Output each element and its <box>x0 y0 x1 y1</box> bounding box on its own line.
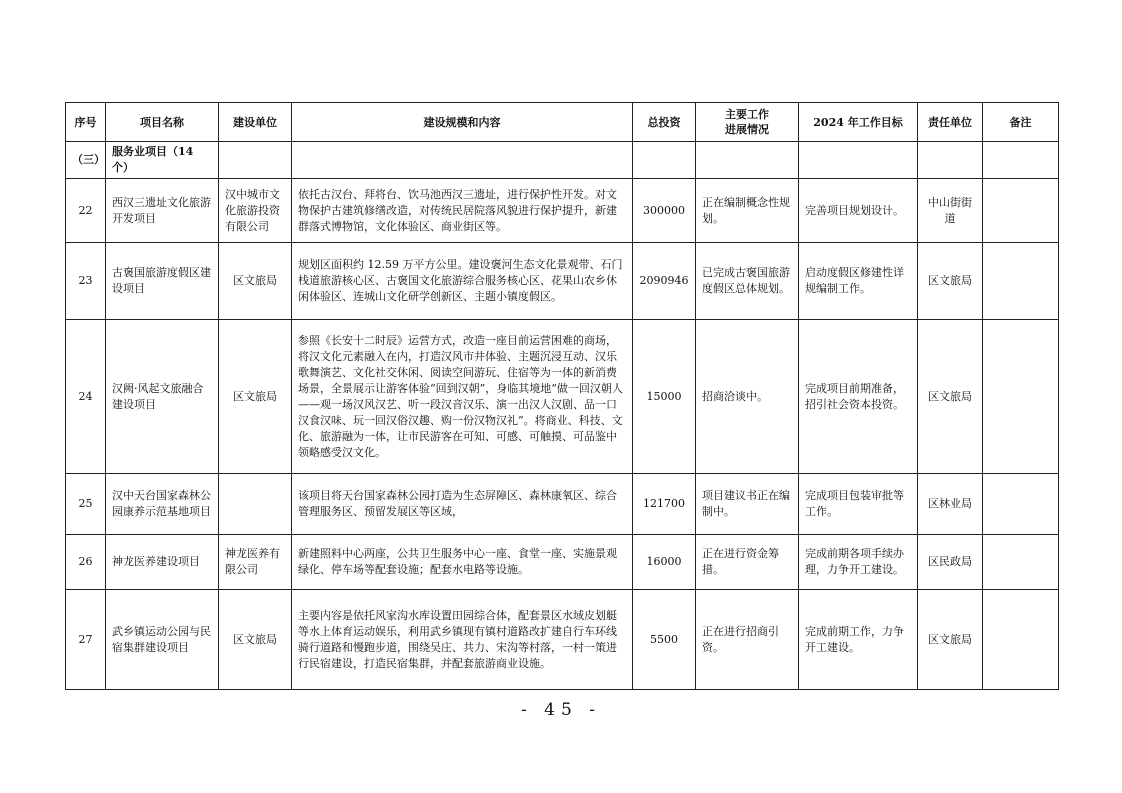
row-resp: 区民政局 <box>918 535 983 590</box>
row-note <box>983 590 1059 690</box>
header-invest: 总投资 <box>633 103 696 142</box>
table-row <box>66 179 1059 243</box>
row-name: 神龙医养建设项目 <box>106 535 219 590</box>
section-no: （三） <box>66 142 106 179</box>
header-name: 项目名称 <box>106 103 219 142</box>
table-row <box>66 590 1059 690</box>
row-invest: 5500 <box>633 590 696 690</box>
table-row <box>66 243 1059 320</box>
row-name: 西汉三遗址文化旅游开发项目 <box>106 179 219 243</box>
row-note <box>983 535 1059 590</box>
row-no: 22 <box>66 179 106 243</box>
row-note <box>983 474 1059 535</box>
row-target: 完成前期各项手续办理，力争开工建设。 <box>799 535 918 590</box>
row-note <box>983 243 1059 320</box>
row-invest: 121700 <box>633 474 696 535</box>
header-unit: 建设单位 <box>219 103 292 142</box>
row-name: 武乡镇运动公园与民宿集群建设项目 <box>106 590 219 690</box>
row-progress: 招商洽谈中。 <box>696 320 799 474</box>
row-scale: 主要内容是依托风家沟水库设置田园综合体，配套景区水域皮划艇等水上体育运动娱乐，利用武乡镇现有镇村道路改扩建自行车环线骑行道路和慢跑步道，围绕吴庄、共力、宋沟等村落，一村一策进行民宿建设，打造民宿集群，并配套旅游商业设施。 <box>292 590 633 690</box>
header-no: 序号 <box>66 103 106 142</box>
row-invest: 16000 <box>633 535 696 590</box>
row-invest: 15000 <box>633 320 696 474</box>
row-target: 完成前期工作，力争开工建设。 <box>799 590 918 690</box>
row-no: 26 <box>66 535 106 590</box>
header-scale: 建设规模和内容 <box>292 103 633 142</box>
row-no: 25 <box>66 474 106 535</box>
row-scale: 规划区面积约 12.59 万平方公里。建设褒河生态文化景观带、石门栈道旅游核心区、古褒国文化旅游综合服务核心区、花果山农乡休闲体验区、连城山文化研学创新区、主题小镇度假区。 <box>292 243 633 320</box>
header-progress <box>696 103 799 142</box>
row-name: 汉中天台国家森林公园康养示范基地项目 <box>106 474 219 535</box>
header-note: 备注 <box>983 103 1059 142</box>
row-progress: 正在进行招商引资。 <box>696 590 799 690</box>
header-progress-line2: 进展情况 <box>725 123 769 136</box>
row-scale: 依托古汉台、拜将台、饮马池西汉三遗址，进行保护性开发。对文物保护古建筑修缮改造，对传统民居院落风貌进行保护提升，新建群落式博物馆，文化体验区、商业街区等。 <box>292 179 633 243</box>
page-number: - 45 - <box>521 700 601 720</box>
row-progress: 正在编制概念性规划。 <box>696 179 799 243</box>
section-row <box>66 142 1059 179</box>
row-no: 24 <box>66 320 106 474</box>
row-scale: 参照《长安十二时辰》运营方式，改造一座目前运营困难的商场，将汉文化元素融入在内，打造汉风市井体验、主题沉浸互动、汉乐歌舞演艺、文化社交休闲、阅读空间游玩、住宿等为一体的新消费场景，全景展示让游客体验“回到汉朝”，身临其境地“做一回汉朝人——观一场汉风汉艺、听一段汉音汉乐、演一出汉人汉剧、品一口汉食汉味、玩一回汉俗汉趣、购一份汉物汉礼”。将商业、科技、文化、旅游融为一体，让市民游客在可知、可感、可触摸、可品鉴中领略感受汉文化。 <box>292 320 633 474</box>
row-no: 27 <box>66 590 106 690</box>
row-note <box>983 179 1059 243</box>
row-resp: 区文旅局 <box>918 320 983 474</box>
row-progress: 正在进行资金筹措。 <box>696 535 799 590</box>
row-resp: 区文旅局 <box>918 590 983 690</box>
header-target: 2024 年工作目标 <box>799 103 918 142</box>
row-target: 完善项目规划设计。 <box>799 179 918 243</box>
row-unit: 区文旅局 <box>219 590 292 690</box>
row-resp: 区林业局 <box>918 474 983 535</box>
row-resp: 区文旅局 <box>918 243 983 320</box>
row-unit: 神龙医养有限公司 <box>219 535 292 590</box>
header-resp: 责任单位 <box>918 103 983 142</box>
row-name: 汉阙·风起文旅融合建设项目 <box>106 320 219 474</box>
row-progress: 已完成古褒国旅游度假区总体规划。 <box>696 243 799 320</box>
row-resp: 中山街街道 <box>918 179 983 243</box>
row-note <box>983 320 1059 474</box>
row-unit: 区文旅局 <box>219 320 292 474</box>
section-title: 服务业项目（14 个） <box>106 142 219 179</box>
header-progress-line1: 主要工作 <box>725 108 769 121</box>
row-no: 23 <box>66 243 106 320</box>
row-invest: 300000 <box>633 179 696 243</box>
row-target: 完成项目前期准备，招引社会资本投资。 <box>799 320 918 474</box>
table-row <box>66 320 1059 474</box>
table-row <box>66 474 1059 535</box>
project-table <box>65 102 1059 690</box>
row-unit <box>219 474 292 535</box>
row-target: 完成项目包装审批等工作。 <box>799 474 918 535</box>
row-scale: 新建照料中心两座，公共卫生服务中心一座、食堂一座、实施景观绿化、停车场等配套设施；配套水电路等设施。 <box>292 535 633 590</box>
header-row <box>66 103 1059 142</box>
row-unit: 汉中城市文化旅游投资有限公司 <box>219 179 292 243</box>
row-progress: 项目建议书正在编制中。 <box>696 474 799 535</box>
row-name: 古褒国旅游度假区建设项目 <box>106 243 219 320</box>
row-target: 启动度假区修建性详规编制工作。 <box>799 243 918 320</box>
row-scale: 该项目将天台国家森林公园打造为生态屏障区、森林康氧区、综合管理服务区、预留发展区等区域， <box>292 474 633 535</box>
table-row <box>66 535 1059 590</box>
row-invest: 2090946 <box>633 243 696 320</box>
row-unit: 区文旅局 <box>219 243 292 320</box>
